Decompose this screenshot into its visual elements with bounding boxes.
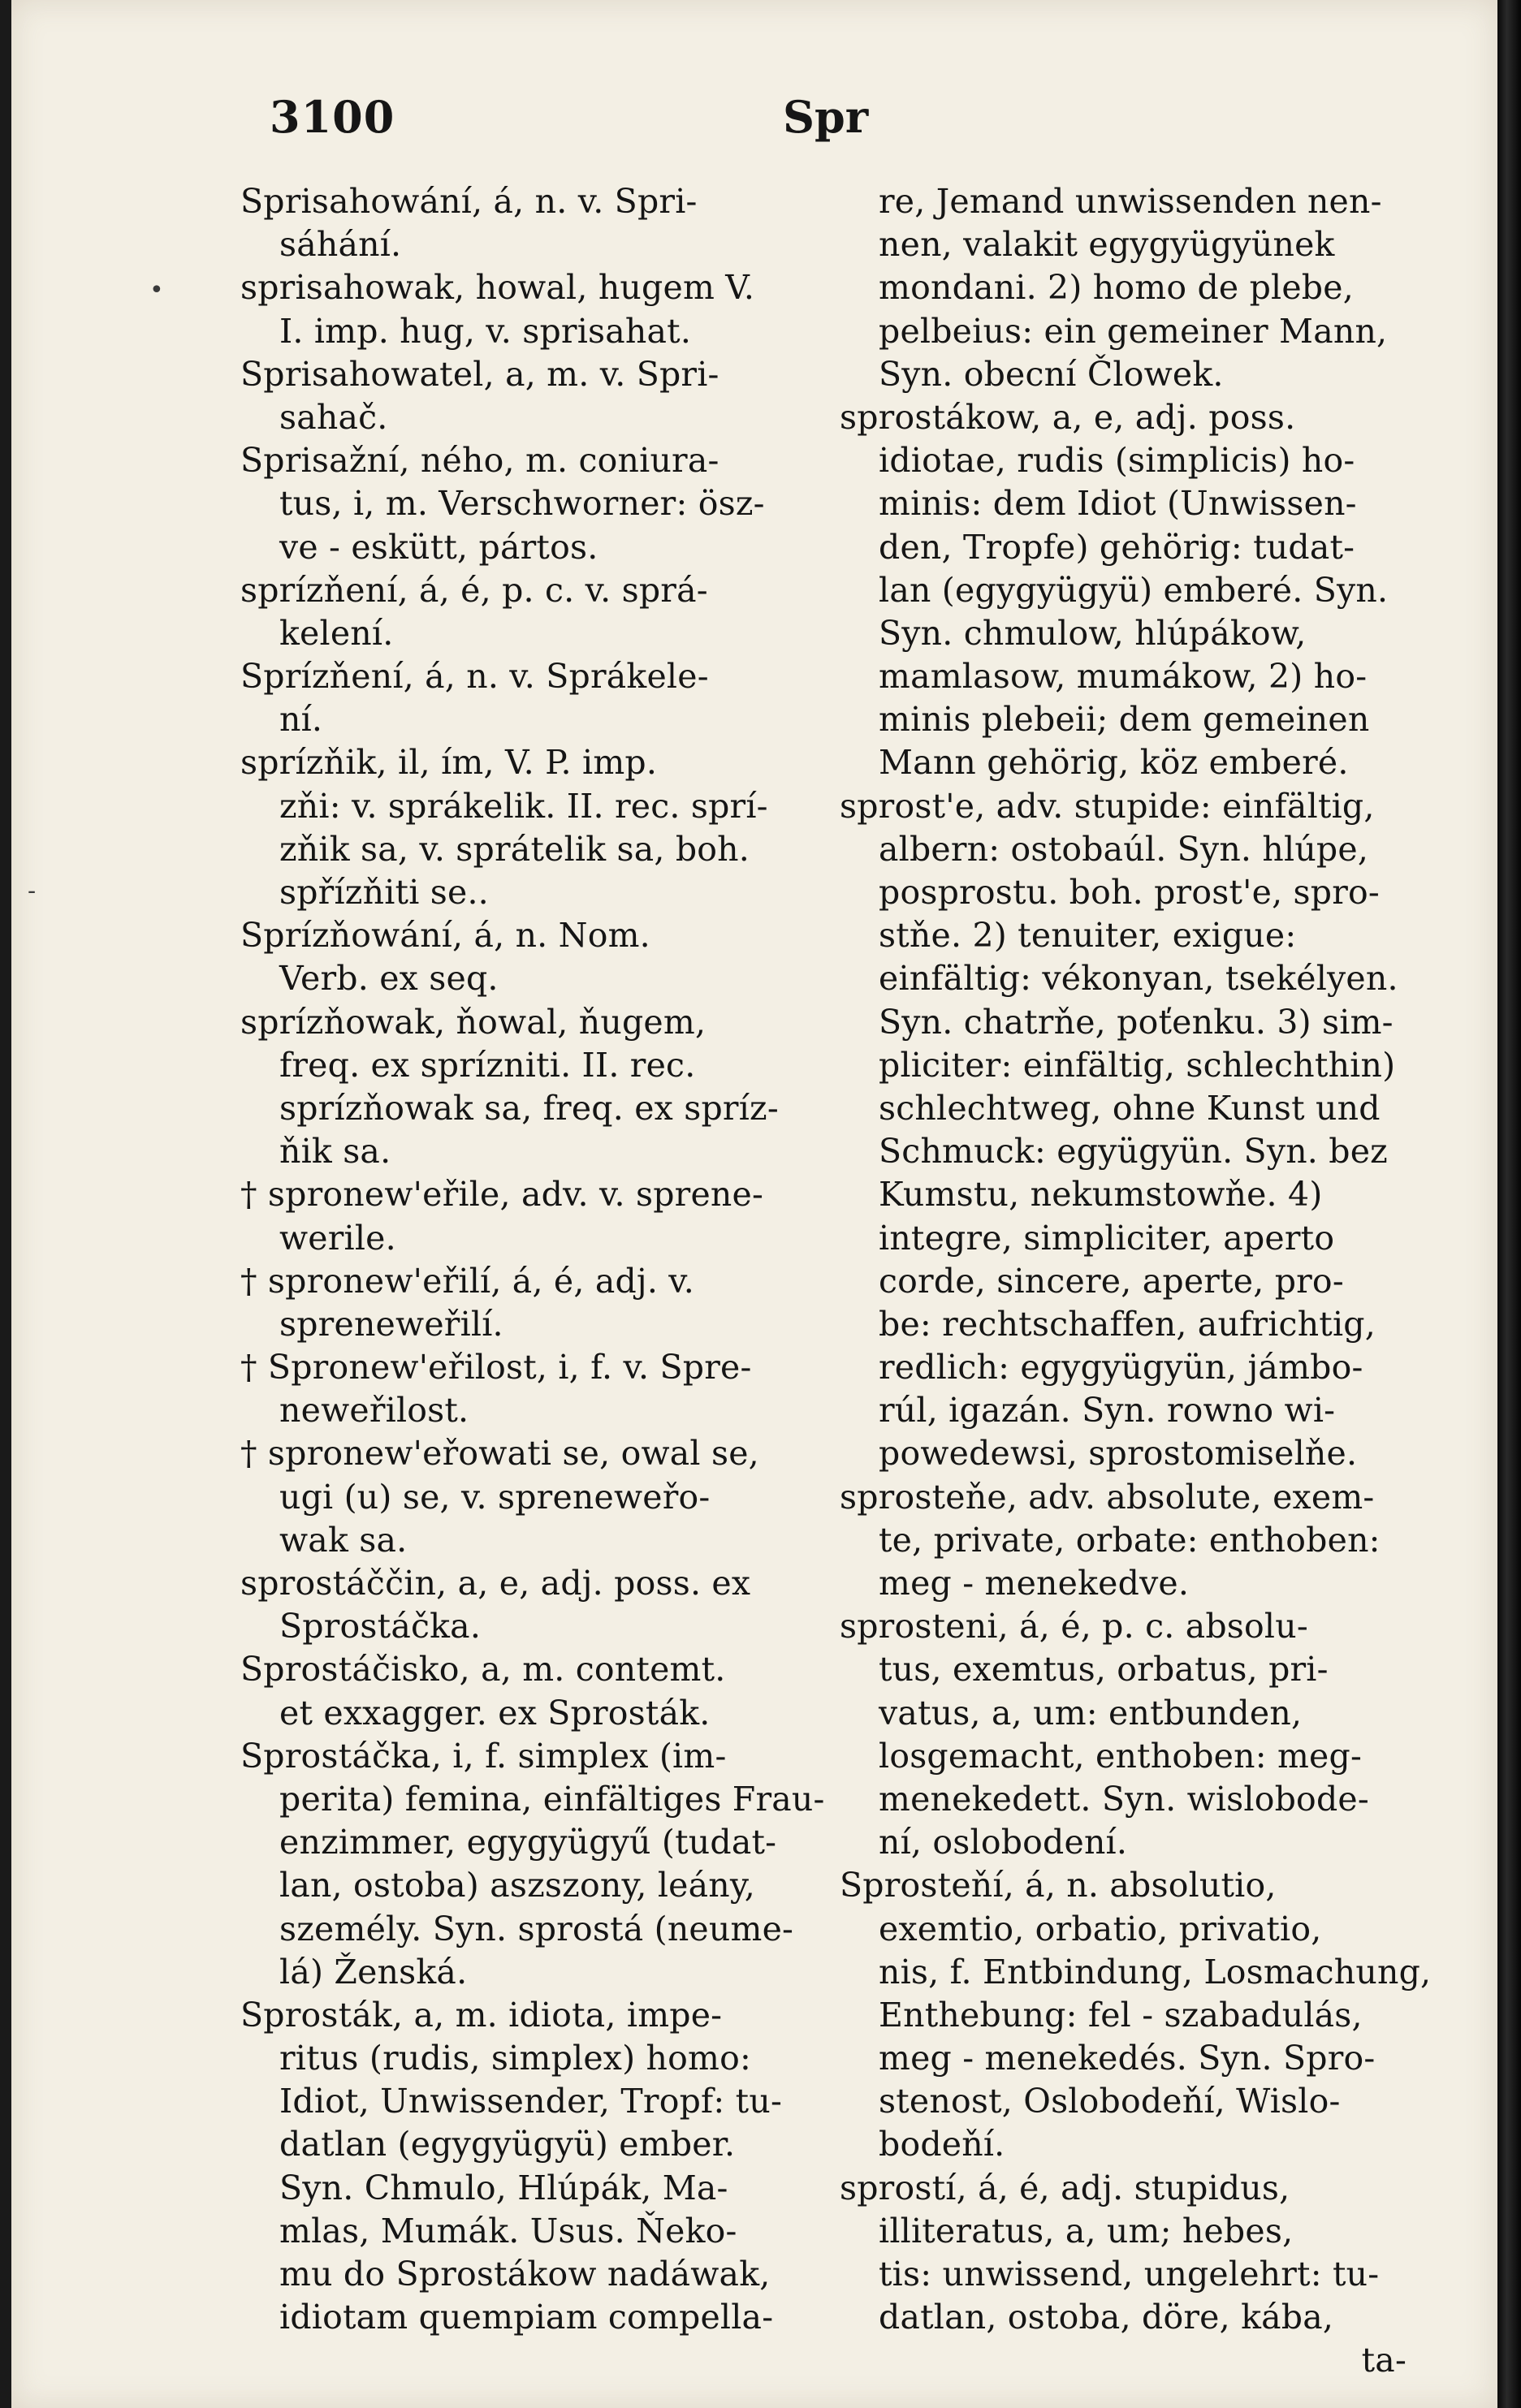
entry-line: meg - menekedés. Syn. Spro-: [879, 2039, 1376, 2078]
entry-line: sprisahowak, howal, hugem V.: [240, 268, 755, 308]
page-edge-shadow: [1497, 0, 1521, 2408]
entry-line: freq. ex sprízniti. II. rec.: [279, 1045, 696, 1085]
entry-line: sprosteni, á, é, p. c. absolu-: [840, 1607, 1308, 1646]
entry-line: ugi (u) se, v. spreneweřo-: [279, 1477, 711, 1517]
entry-line: sprostí, á, é, adj. stupidus,: [840, 2168, 1290, 2207]
page-number: 3100: [270, 91, 395, 143]
entry-line: neweřilost.: [279, 1391, 469, 1431]
entry-line: lan, ostoba) aszszony, leány,: [279, 1866, 756, 1905]
entry-line: ve - eskütt, pártos.: [279, 527, 598, 567]
entry-line: losgemacht, enthoben: meg-: [879, 1736, 1363, 1776]
entry-line: † Spronew'eřilost, i, f. v. Spre-: [240, 1348, 752, 1387]
entry-line: minis plebeii; dem gemeinen: [879, 700, 1370, 740]
entry-line: ňik sa.: [279, 1132, 391, 1172]
catchword: ta-: [1361, 2341, 1406, 2380]
entry-line: lá) Ženská.: [279, 1952, 468, 1992]
entry-line: Sprízňowání, á, n. Nom.: [240, 916, 650, 956]
entry-line: Sprisažní, ného, m. coniura-: [240, 441, 719, 481]
entry-line: tus, exemtus, orbatus, pri-: [879, 1650, 1329, 1689]
entry-line: Syn. chmulow, hlúpákow,: [879, 613, 1307, 653]
entry-line: powedewsi, sprostomiselňe.: [879, 1434, 1358, 1474]
entry-line: idiotam quempiam compella-: [279, 2298, 774, 2337]
entry-line: sáhání.: [279, 225, 402, 265]
entry-line: albern: ostobaúl. Syn. hlúpe,: [879, 829, 1369, 869]
entry-line: bodeňí.: [879, 2125, 1005, 2164]
entry-line: kelení.: [279, 613, 394, 653]
entry-line: Sprosteňí, á, n. absolutio,: [840, 1866, 1277, 1905]
entry-line: datlan (egygyügyü) ember.: [279, 2125, 736, 2164]
entry-line: re, Jemand unwissenden nen-: [879, 182, 1382, 221]
entry-line: sprízňik, il, ím, V. P. imp.: [240, 743, 658, 783]
entry-line: ní.: [279, 700, 323, 740]
right-column: [840, 180, 1439, 2383]
entry-line: minis: dem Idiot (Unwissen-: [879, 484, 1357, 524]
entry-line: Enthebung: fel - szabadulás,: [879, 1995, 1363, 2035]
entry-line: nen, valakit egygyügyünek: [879, 225, 1335, 265]
entry-line: mamlasow, mumákow, 2) ho-: [879, 657, 1368, 697]
entry-line: rúl, igazán. Syn. rowno wi-: [879, 1391, 1336, 1431]
entry-line: be: rechtschaffen, aufrichtig,: [879, 1304, 1376, 1344]
entry-line: sprízňení, á, é, p. c. v. sprá-: [240, 570, 708, 610]
entry-line: tis: unwissend, ungelehrt: tu-: [879, 2255, 1380, 2294]
entry-line: sprízňowak sa, freq. ex spríz-: [279, 1088, 779, 1128]
entry-line: † spronew'eřowati se, owal se,: [240, 1434, 759, 1474]
entry-line: Sprosták, a, m. idiota, impe-: [240, 1995, 723, 2035]
entry-line: einfältig: vékonyan, tsekélyen.: [879, 959, 1398, 999]
entry-line: corde, sincere, aperte, pro-: [879, 1261, 1344, 1301]
entry-line: Sprisahowání, á, n. v. Spri-: [240, 182, 698, 221]
entry-line: te, private, orbate: enthoben:: [879, 1520, 1381, 1560]
entry-line: Idiot, Unwissender, Tropf: tu-: [279, 2082, 782, 2121]
entry-line: sprízňowak, ňowal, ňugem,: [240, 1002, 706, 1042]
entry-line: nis, f. Entbindung, Losmachung,: [879, 1952, 1432, 1992]
entry-line: † spronew'eřilí, á, é, adj. v.: [240, 1261, 695, 1301]
entry-line: menekedett. Syn. wislobode-: [879, 1779, 1369, 1819]
entry-line: perita) femina, einfältiges Frau-: [279, 1779, 825, 1819]
entry-line: mu do Sprostákow nadáwak,: [279, 2255, 771, 2294]
entry-line: schlechtweg, ohne Kunst und: [879, 1088, 1381, 1128]
entry-line: ní, oslobodení.: [879, 1823, 1128, 1862]
entry-line: Sprízňení, á, n. v. Sprákele-: [240, 657, 709, 697]
entry-line: sprostákow, a, e, adj. poss.: [840, 397, 1296, 437]
entry-line: stenost, Oslobodeňí, Wislo-: [879, 2082, 1341, 2121]
entry-line: személy. Syn. sprostá (neume-: [279, 1909, 794, 1948]
entry-line: Verb. ex seq.: [279, 959, 499, 999]
margin-dot: •: [149, 276, 164, 304]
entry-line: I. imp. hug, v. sprisahat.: [279, 311, 692, 351]
entry-line: datlan, ostoba, döre, kába,: [879, 2298, 1334, 2337]
entry-line: wak sa.: [279, 1520, 408, 1560]
entry-line: zňik sa, v. sprátelik sa, boh.: [279, 829, 750, 869]
entry-line: ritus (rudis, simplex) homo:: [279, 2039, 752, 2078]
entry-line: idiotae, rudis (simplicis) ho-: [879, 441, 1355, 481]
entry-line: spreneweřilí.: [279, 1304, 503, 1344]
entry-line: spřízňiti se..: [279, 873, 489, 912]
entry-line: † spronew'eřile, adv. v. sprene-: [240, 1175, 764, 1215]
entry-line: illiteratus, a, um; hebes,: [879, 2211, 1294, 2250]
entry-line: den, Tropfe) gehörig: tudat-: [879, 527, 1355, 567]
entry-line: et exxagger. ex Sprosták.: [279, 1693, 711, 1733]
entry-line: stňe. 2) tenuiter, exigue:: [879, 916, 1297, 956]
entry-line: Kumstu, nekumstowňe. 4): [879, 1175, 1323, 1215]
entry-line: posprostu. boh. prost'e, spro-: [879, 873, 1380, 912]
entry-line: exemtio, orbatio, privatio,: [879, 1909, 1322, 1948]
entry-line: Schmuck: együgyün. Syn. bez: [879, 1132, 1388, 1172]
entry-line: redlich: egygyügyün, jámbo-: [879, 1348, 1363, 1387]
entry-line: sprostáččin, a, e, adj. poss. ex: [240, 1564, 751, 1603]
entry-line: sahač.: [279, 397, 388, 437]
entry-line: sprosteňe, adv. absolute, exem-: [840, 1477, 1375, 1517]
margin-dash: -: [28, 877, 37, 905]
entry-line: Sprisahowatel, a, m. v. Spri-: [240, 354, 719, 394]
entry-line: pelbeius: ein gemeiner Mann,: [879, 311, 1388, 351]
entry-line: werile.: [279, 1218, 396, 1258]
entry-line: Syn. obecní Člowek.: [879, 354, 1224, 394]
dictionary-page: [11, 0, 1497, 2408]
entry-line: integre, simpliciter, aperto: [879, 1218, 1335, 1258]
page-header: [11, 91, 1497, 148]
left-column: [240, 180, 833, 2339]
entry-line: Sprostáčisko, a, m. contemt.: [240, 1650, 726, 1689]
entry-line: zňi: v. sprákelik. II. rec. sprí-: [279, 786, 768, 826]
entry-line: sprost'e, adv. stupide: einfältig,: [840, 786, 1375, 826]
entry-line: lan (egygyügyü) emberé. Syn.: [879, 570, 1389, 610]
entry-line: pliciter: einfältig, schlechthin): [879, 1045, 1396, 1085]
entry-line: mlas, Mumák. Usus. Ňeko-: [279, 2211, 737, 2250]
entry-line: Syn. chatrňe, poťenku. 3) sim-: [879, 1002, 1394, 1042]
entry-line: meg - menekedve.: [879, 1564, 1190, 1603]
entry-line: tus, i, m. Verschworner: ösz-: [279, 484, 765, 524]
entry-line: Sprostáčka, i, f. simplex (im-: [240, 1736, 727, 1776]
entry-line: mondani. 2) homo de plebe,: [879, 268, 1354, 308]
entry-line: Sprostáčka.: [279, 1607, 482, 1646]
entry-line: Mann gehörig, köz emberé.: [879, 743, 1349, 783]
entry-line: Syn. Chmulo, Hlúpák, Ma-: [279, 2168, 728, 2207]
entry-line: enzimmer, egygyügyű (tudat-: [279, 1823, 777, 1862]
running-head: Spr: [783, 91, 869, 143]
entry-line: vatus, a, um: entbunden,: [879, 1693, 1303, 1733]
